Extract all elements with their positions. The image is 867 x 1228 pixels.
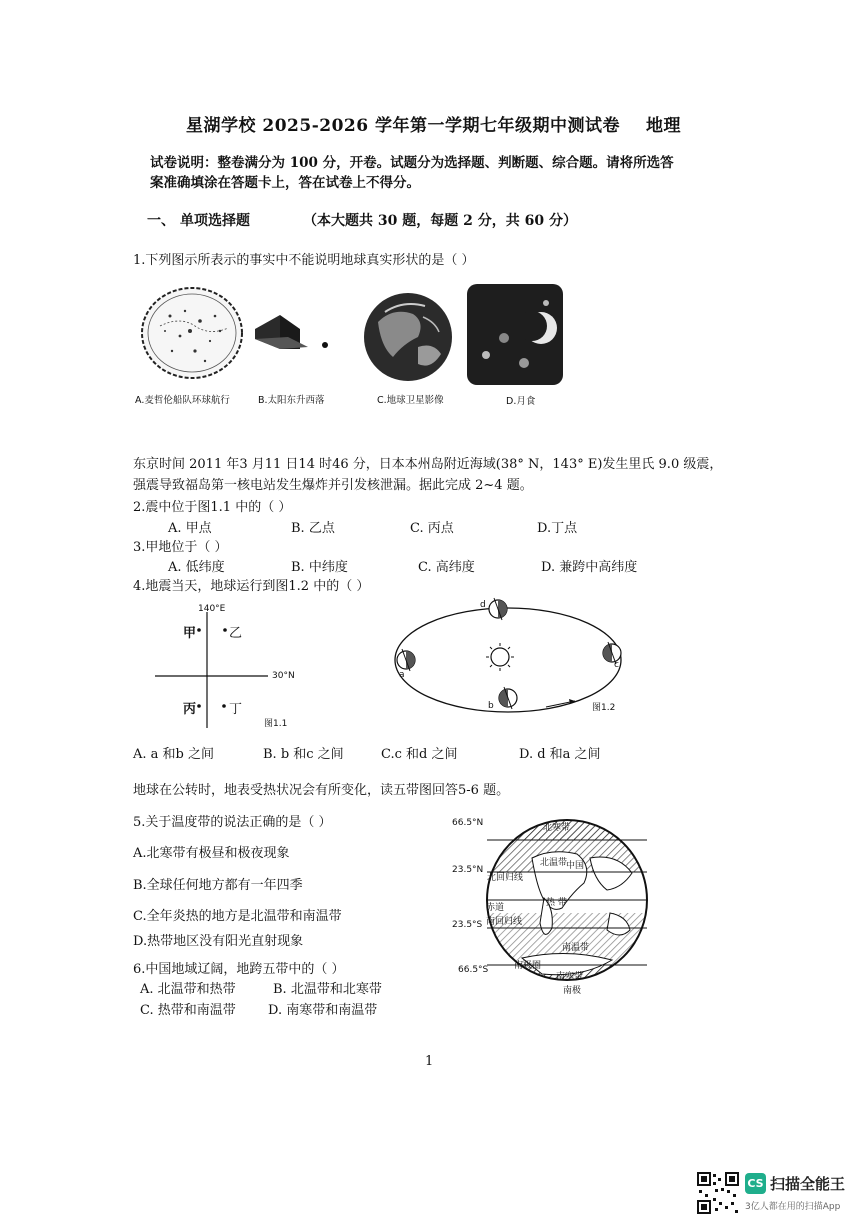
q3-option-d: D. 兼跨中高纬度	[541, 560, 638, 575]
section-info: （本大题共 30 题，每题 2 分，共 60 分）	[303, 213, 577, 229]
instructions-line-1: 试卷说明：整卷满分为 100 分，开卷。试题分为选择题、判断题、综合题。请将所选答	[150, 155, 674, 171]
app-name: 扫描全能王	[770, 1175, 846, 1193]
zone-label-235n: 23.5°N	[452, 865, 484, 875]
earth-position-a	[397, 649, 415, 671]
fig12-label-c: c	[614, 660, 619, 670]
zone-chidao: 赤道	[486, 903, 505, 913]
q1-caption-c: C.地球卫星影像	[377, 395, 444, 406]
zone-label-665n: 66.5°N	[452, 818, 484, 828]
passage-2: 地球在公转时，地表受热状况会有所变化，读五带图回答5-6 题。	[133, 783, 510, 798]
zone-label-665s: 66.5°S	[458, 965, 489, 975]
fig11-point-yi: 乙	[229, 626, 243, 641]
q1-caption-a: A.麦哲伦船队环球航行	[135, 395, 230, 406]
fig11-point-jia: 甲	[183, 626, 197, 641]
zone-label-235s: 23.5°S	[452, 920, 483, 930]
q3-option-a: A. 低纬度	[168, 560, 225, 575]
section-name: 单项选择题	[180, 213, 250, 229]
q1-caption-b: B.太阳东升西落	[258, 395, 325, 406]
q2-option-b: B. 乙点	[291, 521, 335, 536]
earth-position-d	[489, 598, 507, 620]
q2-option-c: C. 丙点	[410, 521, 454, 536]
zone-beiwen: 北温带	[540, 858, 568, 868]
five-zones-globe	[482, 818, 662, 988]
q3-option-b: B. 中纬度	[291, 560, 348, 575]
q6-option-d: D. 南寒带和南温带	[268, 1003, 378, 1018]
fig12-label-d: d	[480, 600, 486, 610]
q3-stem: 3.甲地位于（ ）	[133, 540, 228, 555]
q5-option-d: D.热带地区没有阳光直射现象	[133, 934, 304, 949]
fig11-latitude-label: 30°N	[272, 671, 295, 681]
app-tagline: 3亿人都在用的扫描App	[745, 1202, 841, 1212]
q6-stem: 6.中国地域辽阔，地跨五带中的（ ）	[133, 962, 345, 977]
q1-caption-d: D.月食	[506, 396, 536, 407]
q2-option-a: A. 甲点	[168, 521, 212, 536]
q4-option-c: C.c 和d 之间	[381, 747, 458, 762]
fig12-label: 图1.2	[592, 703, 616, 713]
earth-position-b	[499, 687, 517, 709]
q6-option-b: B. 北温带和北寒带	[273, 982, 382, 997]
zone-nanjiquan: 南极圈	[514, 961, 542, 971]
satellite-earth-image	[363, 292, 453, 382]
magellan-globe-image	[140, 286, 245, 381]
q4-option-d: D. d 和a 之间	[519, 747, 601, 762]
q1-stem: 1.下列图示所表示的事实中不能说明地球真实形状的是（ ）	[133, 253, 475, 268]
exam-title	[0, 111, 867, 136]
q4-stem: 4.地震当天，地球运行到图1.2 中的（ ）	[133, 579, 370, 594]
q2-stem: 2.震中位于图1.1 中的（ ）	[133, 500, 292, 515]
fig12-label-a: a	[399, 670, 405, 680]
passage-1-line-2: 强震导致福岛第一核电站发生爆炸并引发核泄漏。据此完成 2~4 题。	[133, 478, 533, 493]
fig11-point-bing: 丙	[183, 702, 197, 717]
cs-logo-icon: CS	[745, 1173, 766, 1194]
q4-option-a: A. a 和b 之间	[133, 747, 214, 762]
zone-nanhan: 南寒带	[556, 972, 584, 982]
q2-option-d: D.丁点	[537, 521, 578, 536]
q5-option-a: A.北寒带有极昼和极夜现象	[133, 846, 290, 861]
zone-redai: 热 带	[546, 898, 567, 908]
fig12-label-b: b	[488, 701, 494, 711]
figure-1-1	[150, 600, 300, 730]
section-number: 一、	[147, 213, 175, 229]
page-number: 1	[425, 1054, 434, 1069]
q6-option-c: C. 热带和南温带	[140, 1003, 236, 1018]
sunrise-sunset-image	[250, 307, 332, 357]
instructions-line-2: 案准确填涂在答题卡上，答在试卷上不得分。	[150, 175, 420, 191]
qr-code-icon	[697, 1172, 739, 1214]
instructions	[150, 153, 710, 193]
q5-option-c: C.全年炎热的地方是北温带和南温带	[133, 909, 342, 924]
zone-beigui: 北回归线	[487, 873, 524, 883]
q5-option-b: B.全球任何地方都有一年四季	[133, 878, 303, 893]
q5-stem: 5.关于温度带的说法正确的是（ ）	[133, 815, 332, 830]
q6-option-a: A. 北温带和热带	[140, 982, 236, 997]
zone-china: 中国	[566, 861, 585, 871]
passage-1-line-1: 东京时间 2011 年3 月11 日14 时46 分，日本本州岛附近海域(38° N，143° E)发生里氏 9.0 级震，	[133, 457, 723, 472]
exam-subject: 地理	[646, 116, 682, 136]
fig11-longitude-label: 140°E	[198, 604, 226, 614]
zone-beihan: 北寒带	[543, 823, 571, 833]
q3-option-c: C. 高纬度	[418, 560, 475, 575]
fig11-point-ding: 丁	[229, 702, 243, 717]
q4-option-b: B. b 和c 之间	[263, 747, 344, 762]
fig11-label: 图1.1	[264, 719, 288, 729]
zone-nanji: 南极	[563, 986, 582, 996]
zone-nangui: 南回归线	[486, 917, 523, 927]
zone-nanwen: 南温带	[562, 943, 590, 953]
sun-icon	[486, 643, 514, 671]
lunar-eclipse-image	[466, 283, 564, 386]
exam-title-main: 星湖学校 2025-2026 学年第一学期七年级期中测试卷	[185, 116, 621, 136]
